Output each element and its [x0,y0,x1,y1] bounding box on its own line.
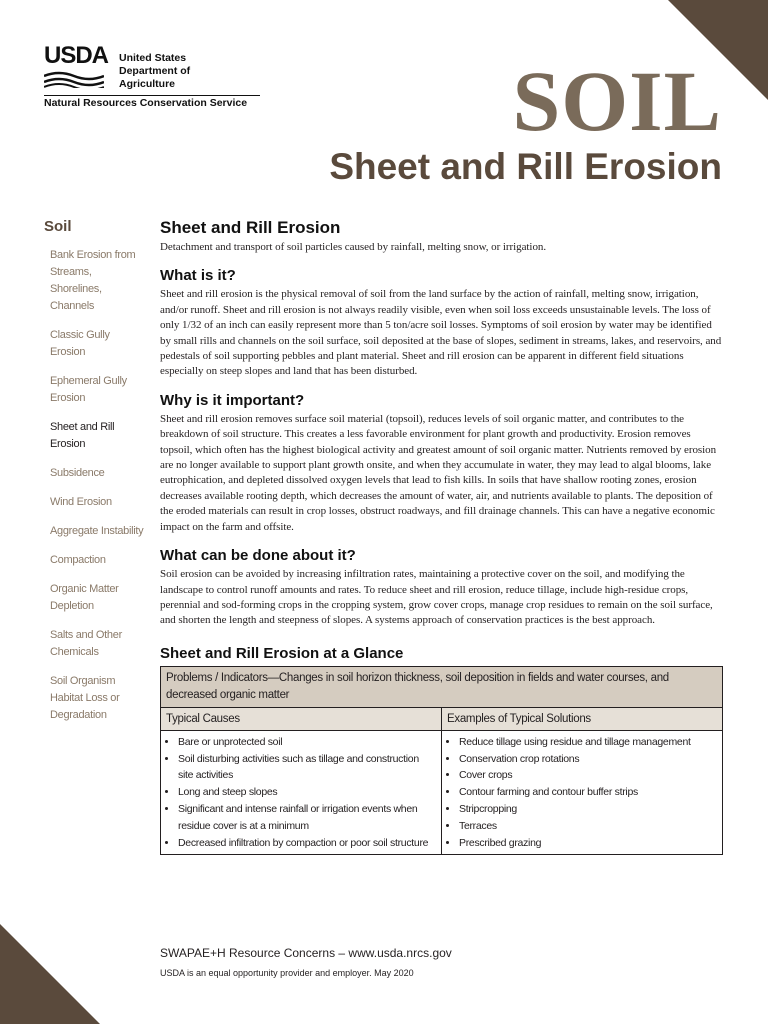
sidebar-heading: Soil [44,218,72,235]
footer-disclaimer: USDA is an equal opportunity provider and employer. May 2020 [160,968,414,978]
problems-cell: Problems / Indicators—Changes in soil horizon thickness, soil deposition in fields and water courses, and decreased organic matter [161,666,723,707]
sidebar-item-wind-erosion[interactable]: Wind Erosion [50,496,112,508]
list-item: • Cover crops [459,767,717,784]
list-item: • Soil disturbing activities such as tillage and construction site activities [178,751,436,785]
causes-list [166,734,436,852]
corner-decoration-bottom [0,924,100,1024]
list-item: • Prescribed grazing [459,835,717,852]
agency-name [119,52,190,91]
glance-table [160,666,723,856]
sidebar-item-sheet-rill[interactable]: Sheet and Rill Erosion [50,421,115,450]
footer-resource-link[interactable]: SWAPAE+H Resource Concerns – www.usda.nrcs.gov [160,946,452,960]
glance-title: Sheet and Rill Erosion at a Glance [160,644,404,662]
section-body-why: Sheet and rill erosion removes surface soil material (topsoil), reduces levels of soil organic matter, and contributes to the breakdown of soil structure. This creates a less favorable environment for plant growth and productivity. Erosion removes topsoil, which often has the highest biological activity and greatest amount of soil organic matter. Nutrients removed by erosion are no longer available to support plant growth onsite, and when they accumulate in water, they may lead to algal blooms, lake eutrophication, and depleted dissolved oxygen levels that lead to fish kills. In soils that have shallow rooting zones, erosion decreases available rooting depth, which decreases the amount of water, air, and nutrients available to plants. The deposition of the eroded materials can result in crop losses, obstruct roadways, and fill drainage channels. This can have a negative economic impact on the farm and offsite. [160,412,717,533]
section-heading-what: What is it? [160,267,236,285]
agency-line: Agriculture [119,78,176,90]
sidebar-item-organic-matter[interactable]: Organic Matter Depletion [50,583,119,612]
agency-line: Department of [119,65,191,77]
header-divider [44,95,260,96]
causes-cell [161,730,442,855]
section-title: Sheet and Rill Erosion [160,218,341,237]
usda-logo [44,42,109,90]
list-item: • Decreased infiltration by compaction or poor soil structure [178,835,436,852]
list-item: • Long and steep slopes [178,784,436,801]
sidebar [44,218,146,736]
sidebar-item-soil-organism[interactable]: Soil Organism Habitat Loss or Degradation [50,675,120,721]
solutions-header: Examples of Typical Solutions [442,707,723,730]
list-item: • Contour farming and contour buffer strips [459,784,717,801]
agency-line: United States [119,52,187,64]
sidebar-item-subsidence[interactable]: Subsidence [50,467,105,479]
solutions-cell [442,730,723,855]
list-item: • Significant and intense rainfall or irrigation events when residue cover is at a minimum [178,801,436,835]
sidebar-item-compaction[interactable]: Compaction [50,554,106,566]
usda-waves-icon [44,70,104,88]
page-title: Sheet and Rill Erosion [329,146,722,187]
list-item: • Stripcropping [459,801,717,818]
section-heading-why: Why is it important? [160,391,305,409]
sidebar-item-aggregate-instability[interactable]: Aggregate Instability [50,525,144,537]
sidebar-item-bank-erosion[interactable]: Bank Erosion from Streams, Shorelines, Channels [50,249,136,312]
sidebar-item-ephemeral-gully[interactable]: Ephemeral Gully Erosion [50,375,127,404]
section-heading-done: What can be done about it? [160,547,356,565]
main-content [160,218,723,855]
section-body-what: Sheet and rill erosion is the physical removal of soil from the land surface by the action of rainfall, melting snow, irrigation, and/or runoff. Sheet and rill erosion is not always readily visible, even when soil loss exceeds unsustainable levels. The loss of only 1/32 of an inch can easily represent more than 5 ton/acre soil losses. Symptoms of soil erosion by water may be identified by small rills and channels on the soil surface, soil deposited at the base of slopes, sediment in streams, lakes, and reservoirs, and pedestals of soil supporting pebbles and plant material. Sheet and rill erosion can be apparent in different field situations especially on steep slopes and land that has been disturbed. [160,288,722,378]
list-item: • Terraces [459,818,717,835]
usda-logo-text: USDA [44,42,109,69]
intro-text: Detachment and transport of soil particles caused by rainfall, melting snow, or irrigation. [160,241,547,253]
sidebar-item-salts[interactable]: Salts and Other Chemicals [50,629,122,658]
category-title: SOIL [512,53,722,149]
list-item: • Bare or unprotected soil [178,734,436,751]
section-body-done: Soil erosion can be avoided by increasing infiltration rates, maintaining a protective cover on the soil, and modifying the landscape to control runoff amounts and rates. To reduce sheet and rill erosion, reduce tillage, include high-residue crops, perennial and sod-forming crops in the cropping system, grow cover crops, manage crop residues to remain on the soil surface, and shorten the length and steepness of slopes. A systems approach of conservation practices is the best approach. [160,568,713,627]
list-item: • Reduce tillage using residue and tillage management [459,734,717,751]
sidebar-item-classic-gully[interactable]: Classic Gully Erosion [50,329,110,358]
service-name: Natural Resources Conservation Service [44,97,248,109]
causes-header: Typical Causes [161,707,442,730]
list-item: • Conservation crop rotations [459,751,717,768]
solutions-list [447,734,717,852]
